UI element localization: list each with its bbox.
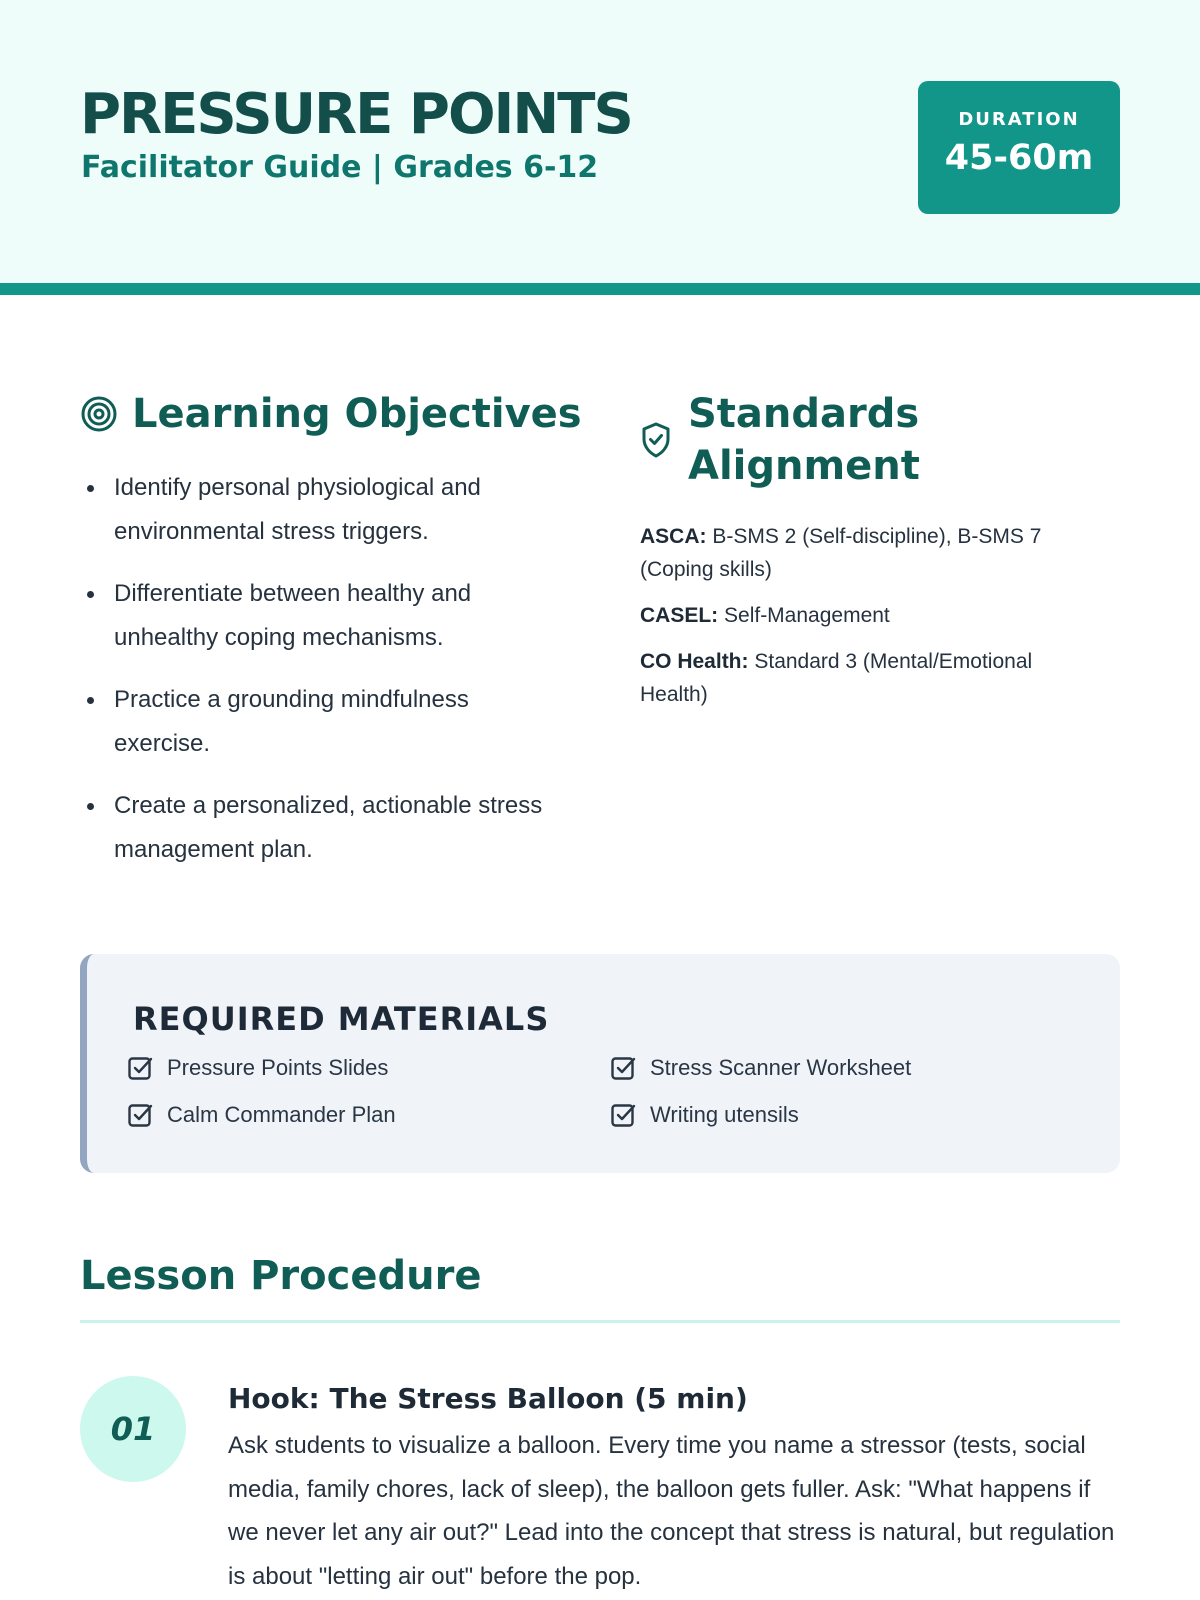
checkbox-icon: [127, 1055, 153, 1081]
step-body: Ask students to visualize a balloon. Every time you name a stressor (tests, social media, family chores, lack of sleep), the balloon gets fuller. Ask: "What happens if we never let any air out?" Lead into the concept that stress is natural, but regulation is about "letting air out" before the pop.: [228, 1432, 1115, 1590]
standard-text: Standard 3 (Mental/Emotional Health): [640, 650, 1033, 706]
standard-item: [640, 520, 1100, 586]
standard-label: CASEL:: [640, 604, 719, 627]
step-number-badge: 01: [80, 1376, 186, 1482]
materials-card: [80, 954, 1120, 1173]
material-item: [127, 1055, 388, 1081]
target-icon: [80, 395, 118, 433]
list-item: Create a personalized, actionable stress management plan.: [80, 784, 550, 872]
header-banner: [0, 0, 1200, 295]
standards-heading: [640, 388, 988, 492]
page-title: PRESSURE POINTS: [80, 82, 632, 147]
objectives-heading: [80, 388, 582, 440]
duration-value: 45-60m: [944, 138, 1094, 178]
material-label: Stress Scanner Worksheet: [650, 1055, 912, 1080]
material-label: Pressure Points Slides: [167, 1055, 389, 1080]
standards-list: [640, 520, 1100, 724]
standard-label: CO Health:: [640, 650, 749, 673]
material-label: Writing utensils: [650, 1102, 799, 1127]
list-item: Differentiate between healthy and unhealthy coping mechanisms.: [80, 572, 550, 660]
material-item: [610, 1102, 799, 1128]
step-title: Hook: The Stress Balloon (5 min): [228, 1382, 748, 1415]
material-item: [127, 1102, 396, 1128]
checkbox-icon: [610, 1055, 636, 1081]
duration-badge: [918, 81, 1120, 214]
objectives-heading-text: Learning Objectives: [132, 391, 582, 437]
list-item: Practice a grounding mindfulness exercise.: [80, 678, 550, 766]
standard-text: B-SMS 2 (Self-discipline), B-SMS 7 (Coping skills): [640, 525, 1042, 581]
checkbox-icon: [610, 1102, 636, 1128]
materials-heading: REQUIRED MATERIALS: [133, 1000, 550, 1038]
standard-label: ASCA:: [640, 525, 707, 548]
standard-text: Self-Management: [718, 604, 890, 627]
list-item: Identify personal physiological and environmental stress triggers.: [80, 466, 550, 554]
duration-label: DURATION: [958, 109, 1080, 130]
standard-item: [640, 599, 1100, 632]
shield-check-icon: [640, 421, 672, 459]
material-label: Calm Commander Plan: [167, 1102, 396, 1127]
page-subtitle: Facilitator Guide | Grades 6-12: [81, 150, 599, 185]
material-item: [610, 1055, 911, 1081]
standard-item: [640, 645, 1100, 711]
procedure-heading: Lesson Procedure: [80, 1253, 482, 1299]
objectives-list: [80, 466, 550, 890]
procedure-divider: [80, 1320, 1120, 1323]
checkbox-icon: [127, 1102, 153, 1128]
standards-heading-text: Standards Alignment: [688, 391, 920, 489]
